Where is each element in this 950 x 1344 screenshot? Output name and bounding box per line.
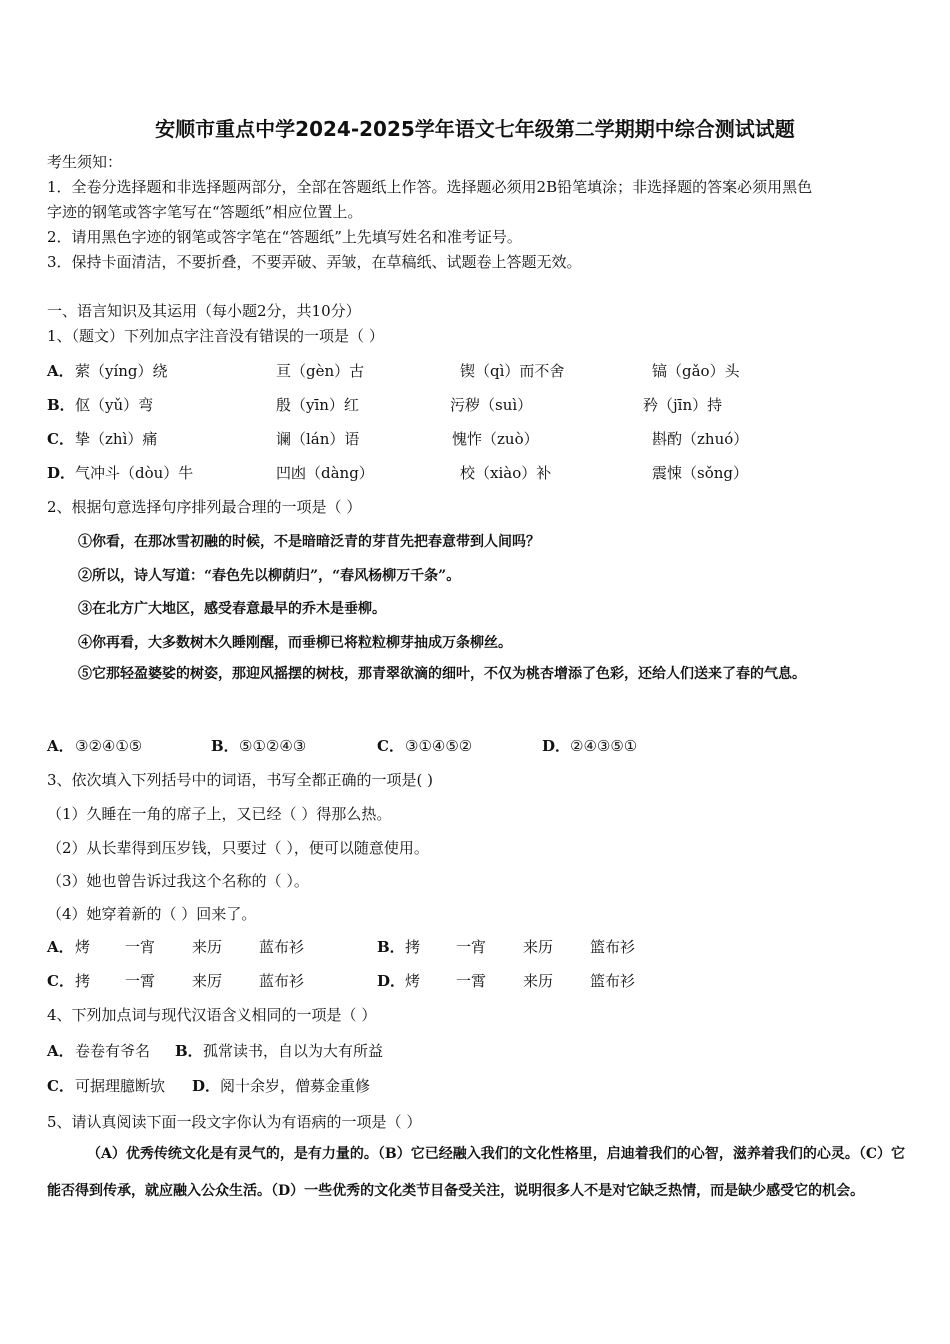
option-item: 可据理臆断欤 [75,1077,166,1095]
question-2-sentence: ①你看，在那冰雪初融的时候，不是暗暗泛青的芽苜先把春意带到人间吗？ [78,534,540,550]
option-item: 镐（gǎo）头 [652,362,740,380]
option-item: 校（xiào）补 [460,464,552,482]
option-item: 震悚（sǒng） [652,464,748,482]
option-item: 拷 [75,972,91,990]
option-item: ⑤①②④③ [239,737,307,755]
option-item: 一宵 [456,938,487,956]
option-item: 萦（yíng）绕 [75,362,168,380]
option-label: B． [211,737,239,755]
option-item: 卷卷有爷名 [75,1042,151,1060]
question-2-sentence: ④你再看，大多数树木久睡刚醒，而垂柳已将粒粒柳芽抽成万条柳丝。 [78,635,512,651]
option-item: 殷（yīn）红 [276,396,359,414]
option-item: 一宵 [125,938,156,956]
option-item: ③②④①⑤ [75,737,143,755]
option-label: D． [192,1077,221,1095]
option-label: A． [47,362,74,380]
question-2-stem: 2、根据句意选择句序排列最合理的一项是（ ） [47,498,362,516]
option-label: C． [377,737,404,755]
page-title: 安顺市重点中学2024-2025学年语文七年级第二学期期中综合测试试题 [155,117,795,141]
question-3-blank: （3）她也曾告诉过我这个名称的（ ）。 [47,872,309,890]
question-2-sentence: ②所以，诗人写道：“春色先以柳荫归”，“春风杨柳万千条”。 [78,568,461,584]
option-label: C． [47,430,74,448]
option-item: 来厉 [192,972,223,990]
option-item: 亘（gèn）古 [276,362,365,380]
option-item: 谰（lán）语 [276,430,360,448]
notice-item: 1．全卷分选择题和非选择题两部分，全部在答题纸上作答。选择题必须用2B铅笔填涂；非选择题的答案必须用黑色 [47,178,813,196]
option-item: 篮布衫 [590,938,636,956]
option-item: 来历 [192,938,223,956]
option-item: 来历 [523,972,554,990]
option-item: 凹凼（dàng） [276,464,374,482]
question-2-sentence: ③在北方广大地区，感受春意最早的乔木是垂柳。 [78,601,386,617]
section-heading: 一、语言知识及其运用（每小题2分，共10分） [47,302,361,320]
option-label: A． [47,737,74,755]
option-label: D． [377,972,406,990]
question-2-sentence-5: ⑤它那轻盈婆娑的树姿，那迎风摇摆的树枝，那青翠欲滴的细叶，不仅为桃杏增添了色彩，还给人们送来了春的气息。 [78,666,806,682]
option-item: 烤 [405,972,421,990]
option-item: ③①④⑤② [405,737,473,755]
notice-item: 3．保持卡面清洁，不要折叠，不要弄破、弄皱，在草稿纸、试题卷上答题无效。 [47,253,582,271]
option-label: B． [47,396,75,414]
option-item: 污秽（suì） [450,396,533,414]
question-5-stem: 5、请认真阅读下面一段文字你认为有语病的一项是（ ） [47,1113,422,1131]
question-5-paragraph: （A）优秀传统文化是有灵气的，是有力量的。（B）它已经融入我们的文化性格里，启迪着我们的心智，滋养着我们的心灵。（C）它能否得到传承，就应融入公众生活。（D）一些优秀的文化类节目备受关注，说明很多人不是对它缺乏热情，而是缺少感受它的机会。 [47,1146,905,1199]
question-3-blank: （2）从长辈得到压岁钱，只要过（ ），便可以随意使用。 [47,839,429,857]
option-item: 挚（zhì）痛 [75,430,158,448]
option-label: D． [47,464,76,482]
notice-heading: 考生须知： [47,153,123,171]
option-item: 锲（qì）而不舍 [460,362,565,380]
notice-item: 2．请用黑色字迹的钢笔或答字笔在“答题纸”上先填写姓名和准考证号。 [47,228,522,246]
option-label: A． [47,1042,74,1060]
option-item: 斟酌（zhuó） [652,430,749,448]
question-3-stem: 3、依次填入下列括号中的词语，书写全都正确的一项是( ) [47,771,434,789]
option-label: A． [47,938,74,956]
option-item: 一霄 [456,972,487,990]
option-item: 一霄 [125,972,156,990]
option-item: 篮布衫 [590,972,636,990]
question-3-blank: （1）久睡在一角的席子上，又已经（ ）得那么热。 [47,805,392,823]
option-item: 蓝布衫 [259,938,305,956]
option-item: 气冲斗（dòu）牛 [75,464,194,482]
option-item: 伛（yǔ）弯 [75,396,154,414]
option-label: C． [47,1077,74,1095]
option-label: B． [377,938,405,956]
option-label: C． [47,972,74,990]
option-item: 来历 [523,938,554,956]
option-item: ②④③⑤① [570,737,638,755]
question-4-stem: 4、下列加点词与现代汉语含义相同的一项是（ ） [47,1006,377,1024]
option-item: 矜（jīn）持 [643,396,723,414]
question-1-stem: 1、（题文）下列加点字注音没有错误的一项是（ ） [47,327,384,345]
option-label: D． [542,737,571,755]
option-item: 阅十余岁，僧募金重修 [220,1077,371,1095]
option-item: 孤常读书，自以为大有所益 [203,1042,384,1060]
option-item: 愧怍（zuò） [452,430,539,448]
option-item: 烤 [75,938,91,956]
option-item: 蓝布衫 [259,972,305,990]
option-item: 拷 [405,938,421,956]
option-label: B． [175,1042,203,1060]
question-3-blank: （4）她穿着新的（ ）回来了。 [47,905,257,923]
notice-item: 字迹的钢笔或答字笔写在“答题纸”相应位置上。 [47,203,363,221]
